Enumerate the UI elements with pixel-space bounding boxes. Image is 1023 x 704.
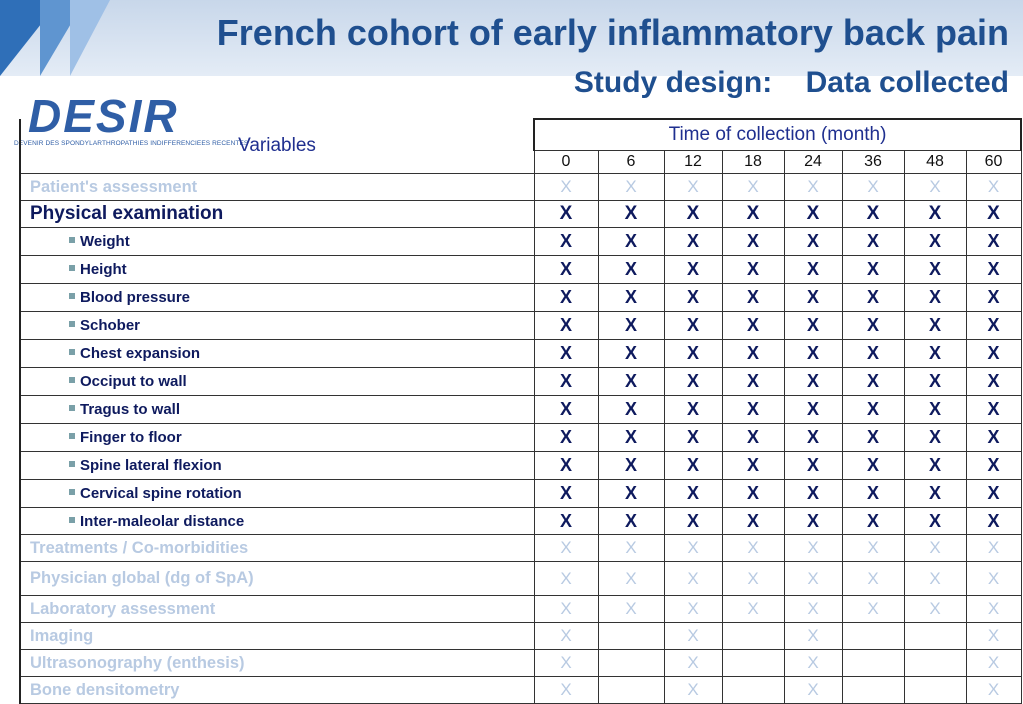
bullet-icon: [69, 433, 75, 439]
mark-cell: X: [966, 284, 1021, 312]
mark-cell: X: [784, 452, 842, 480]
mark-cell: X: [904, 312, 966, 340]
mark-cell: X: [598, 508, 664, 535]
mark-cell: X: [598, 228, 664, 256]
mark-cell: X: [534, 228, 598, 256]
bullet-icon: [69, 377, 75, 383]
mark-cell: X: [842, 312, 904, 340]
logo-wordmark: DESIR: [28, 90, 179, 142]
mark-cell: X: [722, 201, 784, 228]
mark-cell: X: [722, 562, 784, 596]
bullet-icon: [69, 517, 75, 523]
mark-cell: X: [784, 508, 842, 535]
month-header-cell: 18: [722, 151, 784, 174]
mark-cell: X: [784, 396, 842, 424]
mark-cell: X: [842, 396, 904, 424]
bullet-icon: [69, 349, 75, 355]
mark-cell: X: [722, 424, 784, 452]
mark-cell: X: [722, 508, 784, 535]
mark-cell: X: [966, 312, 1021, 340]
mark-cell: X: [534, 596, 598, 623]
mark-cell: X: [904, 396, 966, 424]
mark-cell: X: [598, 312, 664, 340]
mark-cell: X: [842, 535, 904, 562]
bullet-icon: [69, 461, 75, 467]
mark-cell: [842, 677, 904, 704]
mark-cell: X: [664, 480, 722, 508]
mark-cell: X: [904, 201, 966, 228]
mark-cell: X: [842, 424, 904, 452]
mark-cell: X: [966, 535, 1021, 562]
mark-cell: X: [534, 452, 598, 480]
row-label-cell: [20, 396, 534, 424]
mark-cell: X: [598, 480, 664, 508]
mark-cell: X: [534, 623, 598, 650]
mark-cell: X: [664, 452, 722, 480]
mark-cell: X: [598, 368, 664, 396]
mark-cell: X: [664, 623, 722, 650]
bullet-icon: [69, 265, 75, 271]
table-row: [20, 256, 1021, 284]
mark-cell: X: [904, 368, 966, 396]
row-label: Occiput to wall: [80, 373, 187, 390]
mark-cell: X: [784, 650, 842, 677]
mark-cell: X: [598, 452, 664, 480]
mark-cell: X: [722, 228, 784, 256]
mark-cell: X: [722, 256, 784, 284]
mark-cell: X: [966, 677, 1021, 704]
row-label-cell: [20, 562, 534, 596]
mark-cell: X: [722, 396, 784, 424]
mark-cell: X: [598, 562, 664, 596]
table-row: [20, 562, 1021, 596]
month-header-cell: 24: [784, 151, 842, 174]
mark-cell: X: [842, 480, 904, 508]
row-label: Schober: [80, 317, 141, 334]
mark-cell: X: [664, 424, 722, 452]
mark-cell: X: [966, 174, 1021, 201]
mark-cell: [842, 650, 904, 677]
bullet-icon: [69, 489, 75, 495]
mark-cell: X: [534, 201, 598, 228]
table-row: [20, 424, 1021, 452]
mark-cell: X: [534, 535, 598, 562]
mark-cell: X: [534, 312, 598, 340]
mark-cell: X: [966, 396, 1021, 424]
row-label-cell: [20, 535, 534, 562]
row-label-cell: [20, 623, 534, 650]
row-label: Physician global (dg of SpA): [30, 569, 254, 587]
mark-cell: X: [904, 508, 966, 535]
mark-cell: [904, 623, 966, 650]
mark-cell: X: [784, 312, 842, 340]
row-label: Physical examination: [30, 203, 224, 224]
row-label-cell: [20, 480, 534, 508]
row-label-cell: [20, 340, 534, 368]
mark-cell: X: [966, 368, 1021, 396]
mark-cell: X: [722, 312, 784, 340]
mark-cell: X: [904, 174, 966, 201]
row-label: Chest expansion: [80, 345, 201, 362]
mark-cell: X: [966, 424, 1021, 452]
mark-cell: X: [722, 480, 784, 508]
mark-cell: X: [722, 284, 784, 312]
mark-cell: X: [842, 596, 904, 623]
row-label-cell: [20, 452, 534, 480]
row-label-cell: [20, 228, 534, 256]
mark-cell: X: [664, 650, 722, 677]
table-row: [20, 396, 1021, 424]
row-label: Spine lateral flexion: [80, 457, 222, 474]
mark-cell: X: [722, 368, 784, 396]
bullet-icon: [69, 321, 75, 327]
mark-cell: [904, 650, 966, 677]
mark-cell: X: [966, 452, 1021, 480]
mark-cell: X: [534, 562, 598, 596]
row-label-cell: [20, 174, 534, 201]
table-row: [20, 340, 1021, 368]
mark-cell: X: [966, 650, 1021, 677]
mark-cell: X: [598, 596, 664, 623]
mark-cell: X: [534, 650, 598, 677]
row-label-cell: [20, 201, 534, 228]
table-row: [20, 312, 1021, 340]
mark-cell: X: [664, 201, 722, 228]
mark-cell: X: [966, 256, 1021, 284]
row-label-cell: [20, 650, 534, 677]
month-header-cell: 48: [904, 151, 966, 174]
mark-cell: [598, 677, 664, 704]
bullet-icon: [69, 237, 75, 243]
mark-cell: X: [842, 256, 904, 284]
mark-cell: X: [784, 562, 842, 596]
row-label: Inter-maleolar distance: [80, 512, 245, 530]
mark-cell: X: [722, 174, 784, 201]
row-label: Tragus to wall: [80, 401, 181, 418]
mark-cell: X: [534, 480, 598, 508]
mark-cell: X: [842, 174, 904, 201]
mark-cell: X: [534, 340, 598, 368]
data-collection-table: [19, 118, 1022, 704]
mark-cell: X: [534, 677, 598, 704]
variables-label: Variables: [238, 135, 316, 156]
mark-cell: X: [842, 368, 904, 396]
table-row: [20, 535, 1021, 562]
mark-cell: X: [784, 228, 842, 256]
mark-cell: X: [722, 452, 784, 480]
row-label: Laboratory assessment: [30, 599, 216, 618]
month-header-cell: 36: [842, 151, 904, 174]
row-label: Ultrasonography (enthesis): [30, 653, 245, 672]
mark-cell: X: [842, 284, 904, 312]
mark-cell: [842, 623, 904, 650]
table-row: [20, 174, 1021, 201]
mark-cell: X: [784, 623, 842, 650]
mark-cell: X: [966, 340, 1021, 368]
mark-cell: X: [842, 228, 904, 256]
bullet-icon: [69, 293, 75, 299]
mark-cell: X: [784, 368, 842, 396]
mark-cell: X: [784, 480, 842, 508]
mark-cell: X: [904, 535, 966, 562]
mark-cell: X: [966, 596, 1021, 623]
mark-cell: X: [966, 228, 1021, 256]
slide-title: French cohort of early inflammatory back pain: [216, 12, 1009, 53]
mark-cell: X: [904, 228, 966, 256]
row-label-cell: [20, 284, 534, 312]
mark-cell: X: [784, 340, 842, 368]
mark-cell: X: [598, 535, 664, 562]
mark-cell: X: [664, 677, 722, 704]
mark-cell: X: [664, 174, 722, 201]
mark-cell: X: [664, 256, 722, 284]
mark-cell: X: [534, 284, 598, 312]
row-label: Finger to floor: [80, 429, 182, 446]
mark-cell: X: [664, 562, 722, 596]
mark-cell: X: [842, 508, 904, 535]
mark-cell: X: [598, 396, 664, 424]
mark-cell: X: [842, 201, 904, 228]
mark-cell: X: [534, 256, 598, 284]
mark-cell: X: [534, 396, 598, 424]
mark-cell: [598, 623, 664, 650]
table-row: [20, 228, 1021, 256]
month-header-cell: 12: [664, 151, 722, 174]
mark-cell: X: [784, 256, 842, 284]
mark-cell: X: [534, 424, 598, 452]
decor-stripe: [70, 0, 110, 76]
mark-cell: X: [904, 562, 966, 596]
mark-cell: X: [664, 596, 722, 623]
mark-cell: X: [784, 174, 842, 201]
mark-cell: X: [842, 340, 904, 368]
mark-cell: X: [664, 396, 722, 424]
row-label: Cervical spine rotation: [80, 485, 242, 502]
table-row: [20, 201, 1021, 228]
mark-cell: X: [904, 256, 966, 284]
mark-cell: X: [966, 562, 1021, 596]
mark-cell: [598, 650, 664, 677]
mark-cell: X: [664, 312, 722, 340]
mark-cell: X: [534, 508, 598, 535]
table-row: [20, 284, 1021, 312]
mark-cell: X: [664, 284, 722, 312]
mark-cell: X: [784, 201, 842, 228]
month-header-cell: 6: [598, 151, 664, 174]
row-label: Weight: [80, 233, 130, 250]
table-row: [20, 368, 1021, 396]
mark-cell: X: [534, 368, 598, 396]
mark-cell: X: [722, 340, 784, 368]
mark-cell: X: [904, 284, 966, 312]
table-row: [20, 650, 1021, 677]
row-label-cell: [20, 508, 534, 535]
mark-cell: [722, 650, 784, 677]
mark-cell: [722, 623, 784, 650]
row-label-cell: [20, 424, 534, 452]
table-row: [20, 508, 1021, 535]
mark-cell: X: [904, 596, 966, 623]
mark-cell: X: [664, 340, 722, 368]
mark-cell: [904, 677, 966, 704]
mark-cell: X: [966, 480, 1021, 508]
table-row: [20, 452, 1021, 480]
mark-cell: X: [966, 201, 1021, 228]
row-label-cell: [20, 312, 534, 340]
variables-header: [20, 119, 534, 174]
logo-tagline: DEVENIR DES SPONDYLARTHROPATHIES INDIFFERENCIEES RECENTES: [14, 140, 249, 147]
mark-cell: X: [904, 424, 966, 452]
mark-cell: X: [966, 508, 1021, 535]
row-label-cell: [20, 256, 534, 284]
slide-subtitle: Study design: Data collected: [573, 66, 1009, 99]
mark-cell: X: [842, 452, 904, 480]
row-label: Height: [80, 261, 127, 278]
mark-cell: X: [534, 174, 598, 201]
mark-cell: X: [598, 424, 664, 452]
mark-cell: X: [904, 340, 966, 368]
mark-cell: X: [664, 535, 722, 562]
mark-cell: X: [784, 284, 842, 312]
row-label: Bone densitometry: [30, 680, 180, 699]
row-label-cell: [20, 368, 534, 396]
row-label: Blood pressure: [80, 289, 191, 306]
row-label: Patient's assessment: [30, 177, 198, 196]
mark-cell: X: [598, 340, 664, 368]
mark-cell: X: [598, 284, 664, 312]
mark-cell: X: [664, 228, 722, 256]
table-row: [20, 623, 1021, 650]
table-row: [20, 480, 1021, 508]
mark-cell: X: [784, 424, 842, 452]
row-label-cell: [20, 677, 534, 704]
month-header-cell: 60: [966, 151, 1021, 174]
row-label: Imaging: [30, 626, 94, 645]
row-label-cell: [20, 596, 534, 623]
mark-cell: X: [722, 535, 784, 562]
mark-cell: X: [784, 535, 842, 562]
time-header: Time of collection (month): [534, 119, 1021, 151]
mark-cell: X: [784, 677, 842, 704]
mark-cell: X: [784, 596, 842, 623]
mark-cell: X: [598, 201, 664, 228]
table-row: [20, 677, 1021, 704]
mark-cell: X: [904, 480, 966, 508]
bullet-icon: [69, 405, 75, 411]
mark-cell: X: [664, 508, 722, 535]
table-row: [20, 596, 1021, 623]
mark-cell: X: [966, 623, 1021, 650]
mark-cell: X: [722, 596, 784, 623]
month-header-cell: 0: [534, 151, 598, 174]
mark-cell: X: [598, 174, 664, 201]
mark-cell: X: [904, 452, 966, 480]
mark-cell: X: [664, 368, 722, 396]
row-label: Treatments / Co-morbidities: [30, 538, 249, 557]
mark-cell: [722, 677, 784, 704]
mark-cell: X: [598, 256, 664, 284]
mark-cell: X: [842, 562, 904, 596]
